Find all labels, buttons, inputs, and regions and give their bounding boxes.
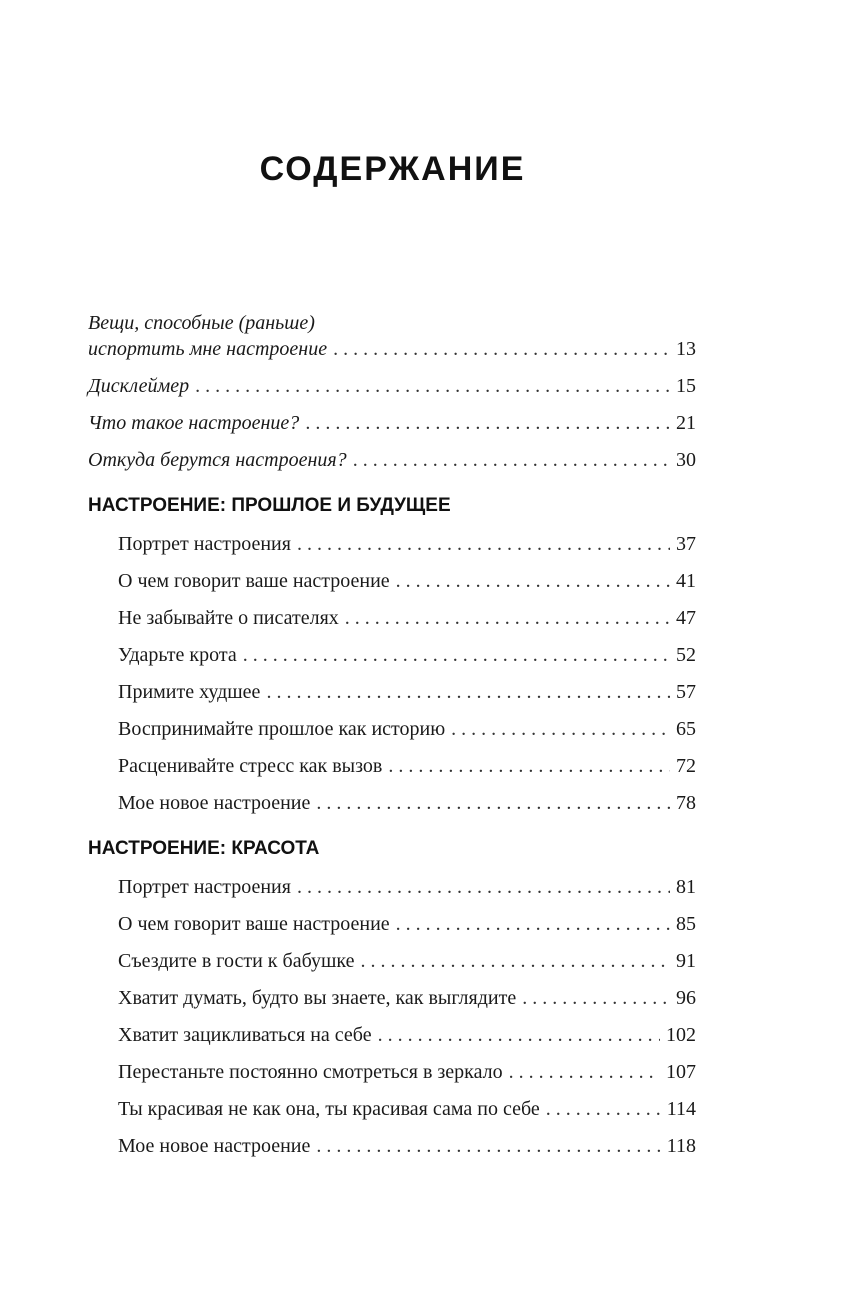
- toc-entry-text: О чем говорит ваше настроение: [118, 913, 390, 935]
- toc-entry-text: Откуда берутся настроения?: [88, 449, 347, 471]
- dot-leader: [297, 874, 670, 900]
- toc-entry: [118, 753, 696, 779]
- table-of-contents: [88, 310, 696, 1170]
- toc-page-number: 15: [676, 375, 696, 397]
- dot-leader: [243, 642, 670, 668]
- toc-page-number: 107: [666, 1061, 696, 1083]
- toc-entry: [118, 1059, 696, 1085]
- toc-entry-text: Не забывайте о писателях: [118, 607, 339, 629]
- toc-entry: [118, 911, 696, 937]
- toc-entry-text: Расценивайте стресс как вызов: [118, 755, 383, 777]
- toc-entry: [118, 985, 696, 1011]
- dot-leader: [451, 716, 670, 742]
- toc-page-number: 91: [676, 950, 696, 972]
- toc-page-number: 37: [676, 533, 696, 555]
- toc-entry-text: Воспринимайте прошлое как историю: [118, 718, 446, 740]
- dot-leader: [522, 985, 670, 1011]
- toc-entry: [118, 1133, 696, 1159]
- toc-page-number: 118: [666, 1135, 696, 1157]
- toc-entry-text: Портрет настроения: [118, 876, 291, 898]
- toc-page-number: 30: [676, 449, 696, 471]
- dot-leader: [509, 1059, 660, 1085]
- toc-entry: [118, 790, 696, 816]
- toc-page-number: 57: [676, 681, 696, 703]
- dot-leader: [388, 753, 670, 779]
- dot-leader: [297, 531, 670, 557]
- toc-entry-text: Ты красивая не как она, ты красивая сама по себе: [118, 1098, 540, 1120]
- toc-page-number: 52: [676, 644, 696, 666]
- toc-page-number: 41: [676, 570, 696, 592]
- dot-leader: [195, 373, 670, 399]
- toc-entry: [118, 1096, 696, 1122]
- toc-page-number: 85: [676, 913, 696, 935]
- toc-entry: [118, 531, 696, 557]
- dot-leader: [396, 568, 670, 594]
- toc-entry-text: Примите худшее: [118, 681, 261, 703]
- toc-entry-text: О чем говорит ваше настроение: [118, 570, 390, 592]
- toc-entry-text: Перестаньте постоянно смотреться в зеркало: [118, 1061, 503, 1083]
- dot-leader: [353, 447, 670, 473]
- dot-leader: [378, 1022, 660, 1048]
- toc-page-number: 13: [676, 338, 696, 360]
- dot-leader: [396, 911, 670, 937]
- toc-entry: [88, 373, 696, 399]
- dot-leader: [333, 336, 670, 362]
- toc-page-number: 96: [676, 987, 696, 1009]
- toc-entry-text-line1: Вещи, способные (раньше): [88, 312, 315, 334]
- dot-leader: [305, 410, 670, 436]
- toc-page-number: 114: [666, 1098, 696, 1120]
- toc-entry: [88, 410, 696, 436]
- toc-page-number: 65: [676, 718, 696, 740]
- dot-leader: [360, 948, 670, 974]
- toc-entry: [118, 874, 696, 900]
- toc-entry-text: Дисклеймер: [88, 375, 190, 397]
- toc-entry: [118, 605, 696, 631]
- toc-entry-text: Что такое настроение?: [88, 412, 300, 434]
- section-heading: НАСТРОЕНИЕ: КРАСОТА: [88, 838, 320, 859]
- toc-entry-text: Портрет настроения: [118, 533, 291, 555]
- toc-page-number: 102: [666, 1024, 696, 1046]
- toc-entry: [118, 1022, 696, 1048]
- dot-leader: [316, 1133, 660, 1159]
- toc-entry: [118, 642, 696, 668]
- section-heading: НАСТРОЕНИЕ: ПРОШЛОЕ И БУДУЩЕЕ: [88, 495, 451, 516]
- toc-entry-text: Ударьте крота: [118, 644, 237, 666]
- toc-page-number: 21: [676, 412, 696, 434]
- toc-page-number: 72: [676, 755, 696, 777]
- toc-entry: [88, 447, 696, 473]
- toc-entry: [118, 948, 696, 974]
- toc-entry: [118, 679, 696, 705]
- dot-leader: [546, 1096, 661, 1122]
- page-title: СОДЕРЖАНИЕ: [259, 150, 526, 188]
- toc-entry: [118, 568, 696, 594]
- toc-entry-text: испортить мне настроение: [88, 338, 328, 360]
- toc-entry: [118, 716, 696, 742]
- dot-leader: [266, 679, 670, 705]
- toc-entry-text: Хватит думать, будто вы знаете, как выглядите: [118, 987, 517, 1009]
- toc-entry-text: Съездите в гости к бабушке: [118, 950, 355, 972]
- toc-page-number: 78: [676, 792, 696, 814]
- toc-entry-text: Мое новое настроение: [118, 792, 311, 814]
- toc-entry: [88, 310, 696, 362]
- toc-page-number: 47: [676, 607, 696, 629]
- dot-leader: [345, 605, 670, 631]
- toc-entry-text: Хватит зацикливаться на себе: [118, 1024, 372, 1046]
- toc-entry-text: Мое новое настроение: [118, 1135, 311, 1157]
- toc-page-number: 81: [676, 876, 696, 898]
- dot-leader: [316, 790, 670, 816]
